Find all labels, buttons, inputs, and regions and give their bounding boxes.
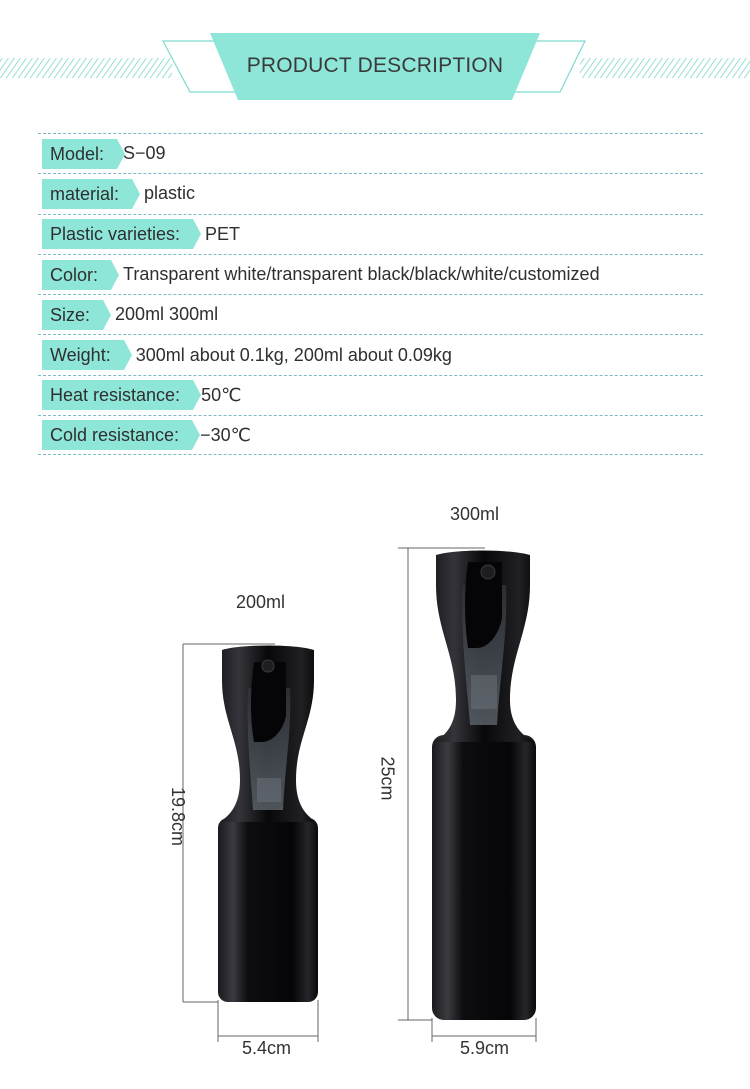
header-banner [0, 0, 750, 120]
spec-row-model [38, 133, 703, 173]
spec-value: plastic [144, 183, 196, 204]
spec-value: 300ml about 0.1kg, 200ml about 0.09kg [135, 344, 452, 365]
large-diameter-label: 5.9cm [460, 1038, 510, 1058]
spec-value: Transparent white/transparent black/black/white/customized [123, 264, 600, 285]
large-capacity-label: 300ml [450, 504, 500, 524]
spec-value: S−09 [123, 143, 166, 164]
spec-list [38, 133, 703, 455]
spec-label: Cold resistance: [42, 420, 192, 450]
spec-row-heat-resistance [38, 375, 703, 415]
small-capacity-label: 200ml [236, 592, 286, 612]
large-height-label: 25cm [377, 756, 398, 801]
spec-row-color [38, 254, 703, 294]
page-title: PRODUCT DESCRIPTION [246, 54, 504, 77]
product-image [0, 480, 750, 1089]
spec-row-plastic-varieties [38, 214, 703, 254]
spec-label: Weight: [42, 340, 124, 370]
spec-row-size [38, 294, 703, 334]
spec-value: 50℃ [201, 384, 242, 405]
spec-value: 200ml 300ml [115, 304, 219, 325]
spec-label: Plastic varieties: [42, 219, 193, 249]
spec-value: −30℃ [200, 424, 251, 445]
bottle-illustration [0, 480, 750, 1089]
spec-value: PET [205, 223, 241, 244]
spec-label: Model: [42, 139, 117, 169]
large-bottle [432, 551, 536, 1021]
spec-row-weight [38, 334, 703, 374]
small-height-label: 19.8cm [168, 786, 189, 847]
spec-label: Size: [42, 300, 103, 330]
left-hatch [0, 58, 172, 78]
small-diameter-label: 5.4cm [242, 1038, 292, 1058]
small-bottle [218, 646, 318, 1003]
spec-label: Heat resistance: [42, 380, 193, 410]
spec-row-material [38, 173, 703, 213]
spec-row-cold-resistance [38, 415, 703, 455]
spec-label: Color: [42, 260, 111, 290]
right-hatch [580, 58, 750, 78]
spec-label: material: [42, 179, 132, 209]
